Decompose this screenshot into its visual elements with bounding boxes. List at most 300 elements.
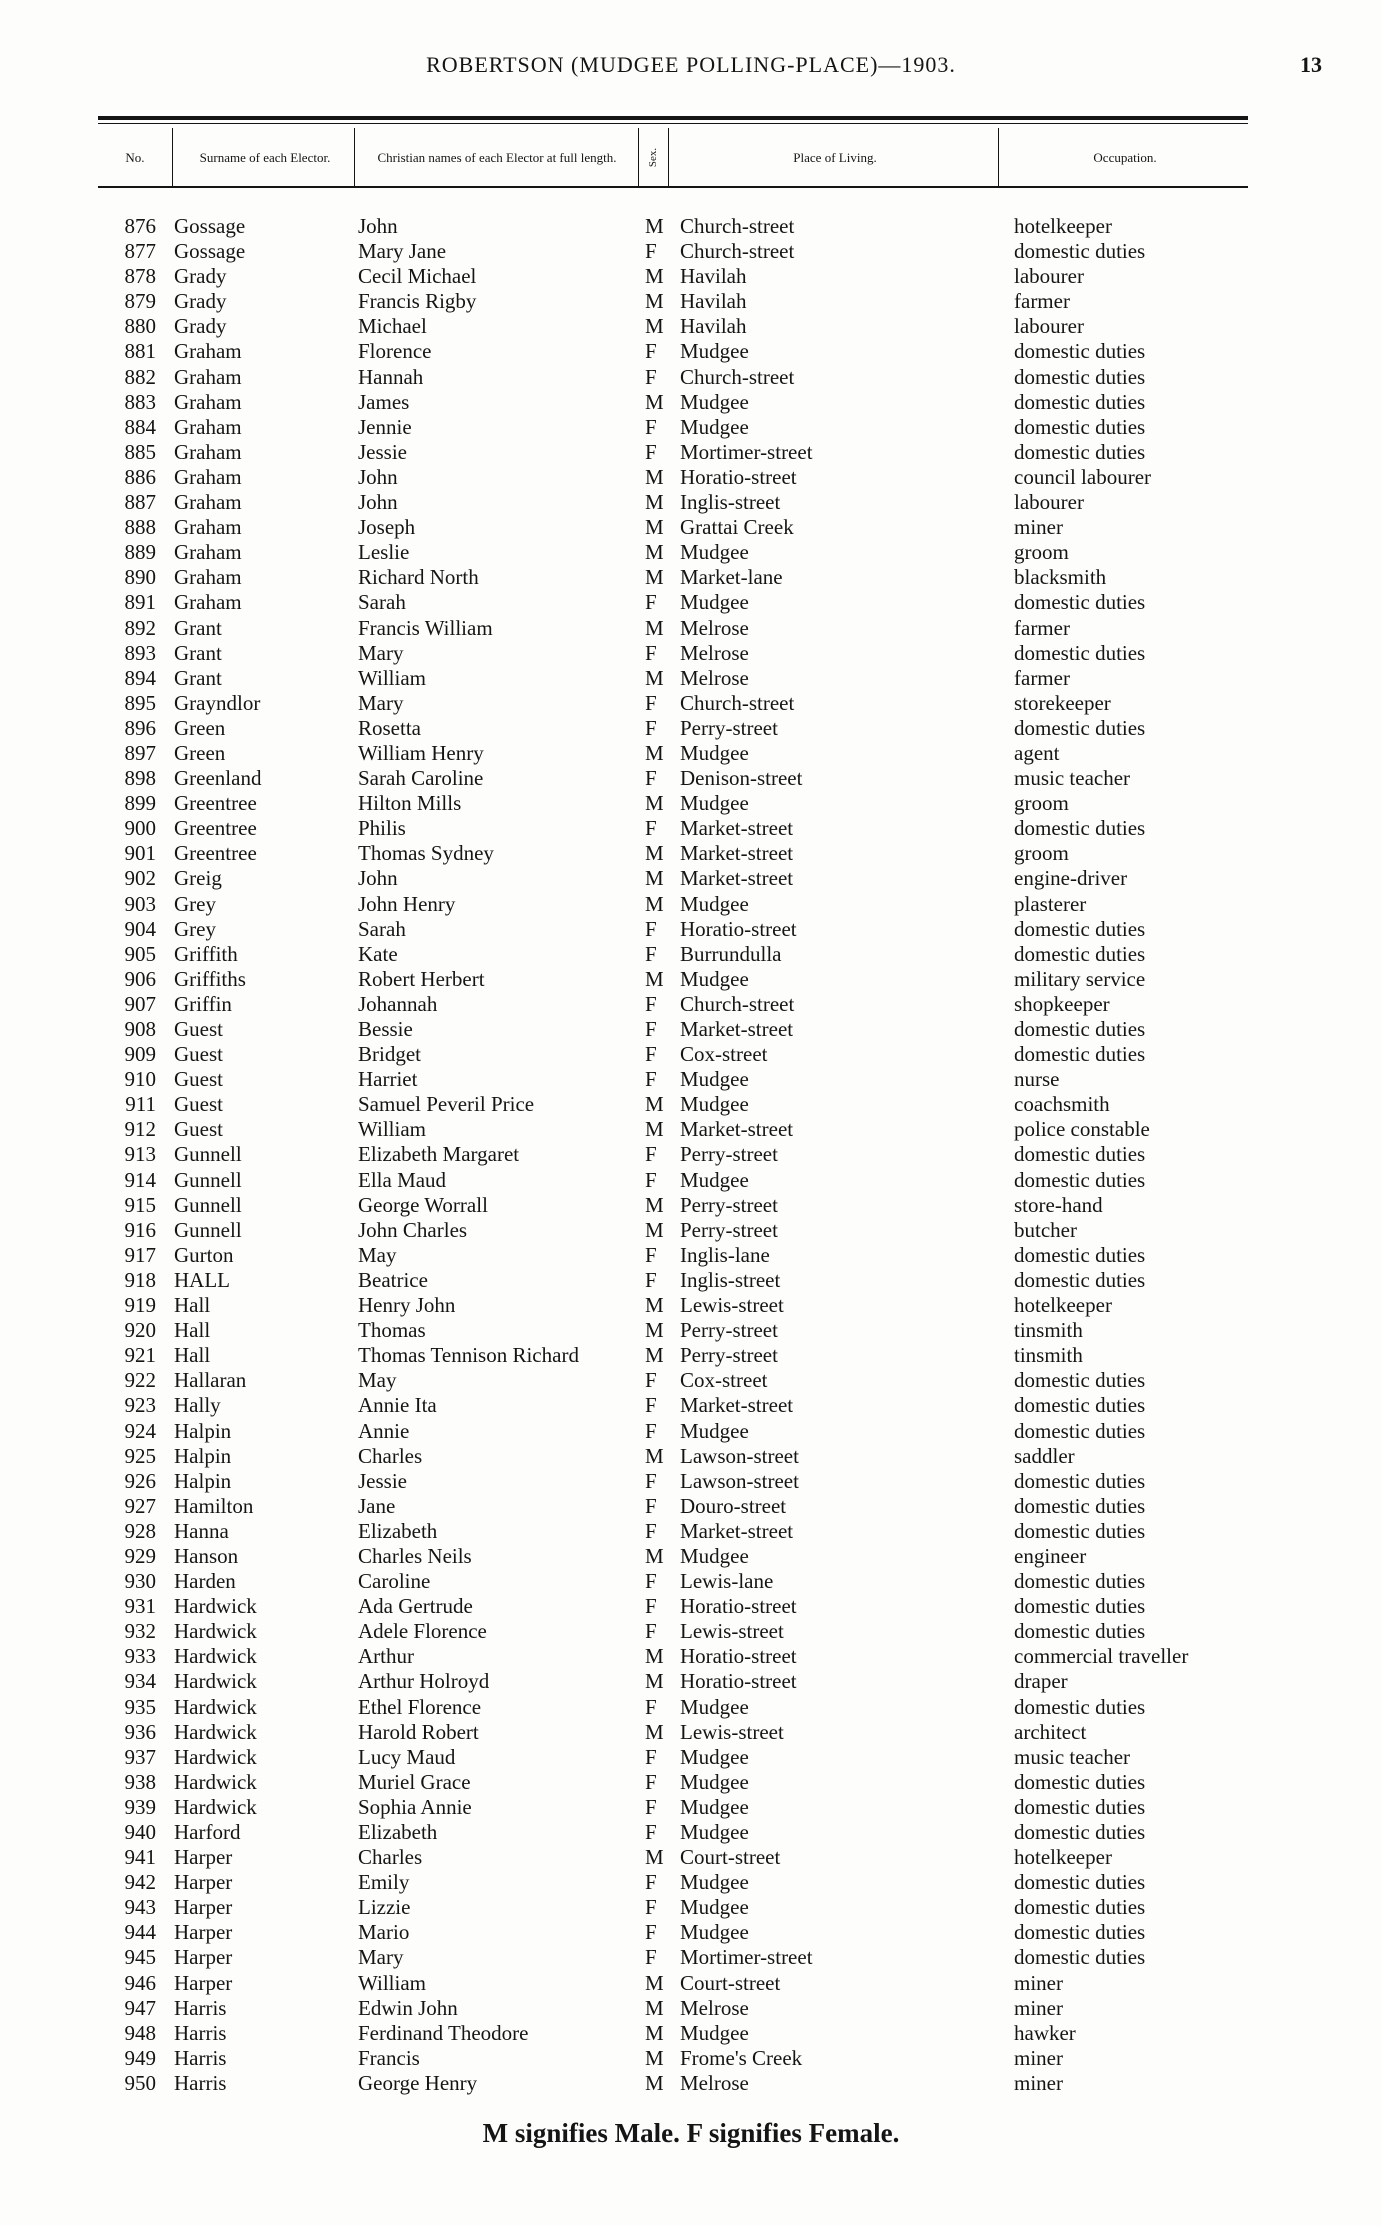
elector-sex: F <box>645 1794 657 1819</box>
elector-christian-names: Thomas Tennison Richard <box>358 1343 579 1368</box>
elector-surname: Gossage <box>174 214 246 238</box>
elector-number: 894 <box>124 665 156 690</box>
elector-sex: M <box>645 615 664 640</box>
elector-christian-names: John Charles <box>358 1217 468 1242</box>
elector-sex: M <box>645 1970 664 1995</box>
table-row <box>0 1569 1382 1594</box>
elector-number: 941 <box>124 1845 156 1870</box>
elector-christian-names: Adele Florence <box>358 1619 487 1644</box>
table-row <box>0 515 1382 540</box>
table-row <box>0 716 1382 741</box>
elector-surname: Hanna <box>174 1518 229 1543</box>
elector-place-of-living: Mudgee <box>680 1092 749 1117</box>
table-row <box>0 1168 1382 1193</box>
elector-occupation: domestic duties <box>1014 1493 1146 1518</box>
elector-sex: M <box>645 1092 664 1117</box>
elector-sex: M <box>645 1845 664 1870</box>
elector-surname: Guest <box>174 1042 223 1067</box>
elector-surname: Hardwick <box>174 1644 257 1669</box>
elector-surname: Guest <box>174 1017 223 1041</box>
elector-sex: F <box>645 1920 657 1945</box>
elector-place-of-living: Mudgee <box>680 966 749 991</box>
elector-christian-names: Cecil Michael <box>358 264 477 289</box>
elector-number: 940 <box>124 1820 156 1844</box>
elector-christian-names: Sophia Annie <box>358 1794 472 1819</box>
sex-legend: M signifies Male. F signifies Female. <box>482 2118 900 2148</box>
table-row <box>0 1945 1382 1970</box>
elector-place-of-living: Mudgee <box>680 1820 749 1844</box>
elector-occupation: domestic duties <box>1014 439 1146 464</box>
elector-surname: Graham <box>174 490 242 515</box>
elector-christian-names: George Worrall <box>358 1192 488 1217</box>
elector-sex: M <box>645 389 664 414</box>
elector-place-of-living: Mudgee <box>680 740 749 765</box>
elector-number: 939 <box>124 1794 156 1819</box>
elector-place-of-living: Burrundulla <box>680 941 782 966</box>
elector-surname: Greentree <box>174 791 257 816</box>
elector-surname: Harper <box>174 1845 233 1870</box>
elector-surname: Griffin <box>174 991 232 1016</box>
elector-sex: F <box>645 1769 657 1794</box>
elector-place-of-living: Market-lane <box>680 565 783 590</box>
elector-number: 891 <box>124 590 156 615</box>
elector-christian-names: Jane <box>358 1493 396 1518</box>
elector-occupation: engineer <box>1014 1543 1087 1568</box>
elector-surname: Hall <box>174 1318 211 1343</box>
elector-sex: F <box>645 1744 657 1769</box>
elector-occupation: domestic duties <box>1014 715 1146 740</box>
elector-surname: Griffiths <box>174 966 246 991</box>
elector-place-of-living: Mudgee <box>680 1794 749 1819</box>
elector-surname: Hamilton <box>174 1493 254 1518</box>
elector-christian-names: Harriet <box>358 1067 418 1092</box>
elector-place-of-living: Mudgee <box>680 1543 749 1568</box>
table-row <box>0 1042 1382 1067</box>
elector-occupation: architect <box>1014 1719 1087 1744</box>
elector-christian-names: Edwin John <box>358 1995 458 2020</box>
elector-number: 883 <box>124 389 156 414</box>
elector-place-of-living: Lewis-lane <box>680 1569 774 1594</box>
elector-surname: Graham <box>174 464 242 489</box>
elector-christian-names: Ella Maud <box>358 1167 447 1192</box>
elector-place-of-living: Mudgee <box>680 590 749 615</box>
elector-sex: M <box>645 791 664 816</box>
elector-surname: Harris <box>174 1995 227 2020</box>
elector-surname: Graham <box>174 439 242 464</box>
elector-christian-names: John <box>358 866 398 891</box>
elector-occupation: tinsmith <box>1014 1343 1083 1368</box>
elector-surname: Graham <box>174 364 242 389</box>
elector-surname: Greenland <box>174 766 262 791</box>
elector-sex: F <box>645 1017 657 1041</box>
elector-sex: F <box>645 239 657 264</box>
elector-number: 878 <box>124 264 156 289</box>
elector-sex: F <box>645 766 657 791</box>
elector-surname: Graham <box>174 540 242 565</box>
elector-place-of-living: Inglis-street <box>680 1267 781 1292</box>
elector-christian-names: Mary <box>358 690 404 715</box>
elector-christian-names: Charles <box>358 1443 423 1468</box>
elector-christian-names: Johannah <box>358 991 438 1016</box>
elector-sex: M <box>645 214 664 238</box>
elector-place-of-living: Inglis-lane <box>680 1242 770 1267</box>
elector-occupation: domestic duties <box>1014 1619 1146 1644</box>
elector-number: 882 <box>124 364 156 389</box>
elector-number: 914 <box>124 1167 156 1192</box>
elector-christian-names: Richard North <box>358 565 479 590</box>
elector-surname: HALL <box>174 1267 230 1292</box>
elector-occupation: domestic duties <box>1014 640 1146 665</box>
table-row <box>0 1895 1382 1920</box>
table-row <box>0 1494 1382 1519</box>
elector-surname: Harris <box>174 2045 227 2070</box>
elector-occupation: military service <box>1014 966 1146 991</box>
elector-occupation: hotelkeeper <box>1014 214 1112 238</box>
column-header-place: Place of Living. <box>793 149 877 165</box>
elector-christian-names: Bessie <box>358 1017 413 1041</box>
column-divider <box>354 128 355 186</box>
elector-sex: M <box>645 464 664 489</box>
table-row <box>0 2046 1382 2071</box>
table-row <box>0 1594 1382 1619</box>
elector-sex: M <box>645 1217 664 1242</box>
table-row <box>0 1544 1382 1569</box>
elector-number: 918 <box>124 1267 156 1292</box>
elector-place-of-living: Melrose <box>680 2070 749 2095</box>
elector-number: 922 <box>124 1368 156 1393</box>
elector-sex: M <box>645 565 664 590</box>
elector-occupation: music teacher <box>1014 766 1131 791</box>
elector-surname: Grey <box>174 916 216 941</box>
elector-place-of-living: Market-street <box>680 1117 794 1142</box>
elector-christian-names: John <box>358 490 398 515</box>
elector-surname: Halpin <box>174 1418 232 1443</box>
elector-sex: F <box>645 364 657 389</box>
table-row <box>0 415 1382 440</box>
elector-place-of-living: Mortimer-street <box>680 439 813 464</box>
elector-sex: M <box>645 966 664 991</box>
elector-place-of-living: Horatio-street <box>680 464 797 489</box>
elector-number: 879 <box>124 289 156 314</box>
elector-occupation: coachsmith <box>1014 1092 1110 1117</box>
elector-sex: F <box>645 1267 657 1292</box>
elector-sex: M <box>645 1318 664 1343</box>
elector-number: 942 <box>124 1870 156 1895</box>
elector-occupation: saddler <box>1014 1443 1075 1468</box>
elector-christian-names: Harold Robert <box>358 1719 479 1744</box>
elector-number: 937 <box>124 1744 156 1769</box>
elector-surname: Grayndlor <box>174 690 261 715</box>
elector-number: 887 <box>124 490 156 515</box>
elector-christian-names: Henry John <box>358 1293 456 1318</box>
elector-sex: M <box>645 2045 664 2070</box>
elector-christian-names: Jennie <box>358 414 412 439</box>
elector-christian-names: Philis <box>358 816 406 841</box>
elector-christian-names: Hilton Mills <box>358 791 462 816</box>
elector-sex: F <box>645 816 657 841</box>
elector-place-of-living: Perry-street <box>680 1343 778 1368</box>
table-row <box>0 641 1382 666</box>
elector-sex: M <box>645 1669 664 1694</box>
elector-sex: M <box>645 2020 664 2045</box>
elector-number: 931 <box>124 1594 156 1619</box>
elector-surname: Hallaran <box>174 1368 247 1393</box>
table-row <box>0 1393 1382 1418</box>
elector-surname: Grady <box>174 314 227 339</box>
elector-occupation: labourer <box>1014 264 1084 289</box>
elector-surname: Grey <box>174 891 216 916</box>
table-row <box>0 892 1382 917</box>
elector-sex: F <box>645 916 657 941</box>
elector-surname: Gunnell <box>174 1167 242 1192</box>
elector-sex: F <box>645 1468 657 1493</box>
elector-christian-names: Joseph <box>358 515 416 540</box>
elector-christian-names: Florence <box>358 339 432 364</box>
elector-number: 909 <box>124 1042 156 1067</box>
elector-sex: F <box>645 1142 657 1167</box>
elector-occupation: hawker <box>1014 2020 1076 2045</box>
elector-place-of-living: Market-street <box>680 816 794 841</box>
elector-sex: F <box>645 439 657 464</box>
table-row <box>0 942 1382 967</box>
elector-place-of-living: Perry-street <box>680 1192 778 1217</box>
elector-christian-names: Francis <box>358 2045 420 2070</box>
elector-christian-names: Hannah <box>358 364 424 389</box>
elector-christian-names: William <box>358 1970 426 1995</box>
elector-sex: F <box>645 1945 657 1970</box>
elector-place-of-living: Havilah <box>680 264 747 289</box>
elector-christian-names: Mary <box>358 640 404 665</box>
elector-occupation: domestic duties <box>1014 1820 1146 1844</box>
elector-surname: Guest <box>174 1067 223 1092</box>
elector-christian-names: Bridget <box>358 1042 421 1067</box>
elector-christian-names: Arthur Holroyd <box>358 1669 490 1694</box>
elector-christian-names: Ferdinand Theodore <box>358 2020 529 2045</box>
elector-sex: F <box>645 590 657 615</box>
elector-number: 880 <box>124 314 156 339</box>
elector-place-of-living: Melrose <box>680 665 749 690</box>
elector-place-of-living: Lewis-street <box>680 1719 784 1744</box>
elector-occupation: domestic duties <box>1014 239 1146 264</box>
table-row <box>0 2021 1382 2046</box>
elector-occupation: domestic duties <box>1014 1142 1146 1167</box>
table-row <box>0 766 1382 791</box>
elector-christian-names: George Henry <box>358 2070 478 2095</box>
table-row <box>0 1017 1382 1042</box>
elector-place-of-living: Court-street <box>680 1970 781 1995</box>
table-row <box>0 2071 1382 2096</box>
table-row <box>0 1669 1382 1694</box>
elector-number: 908 <box>124 1017 156 1041</box>
elector-sex: F <box>645 1167 657 1192</box>
elector-occupation: hotelkeeper <box>1014 1293 1112 1318</box>
elector-place-of-living: Mudgee <box>680 389 749 414</box>
elector-occupation: groom <box>1014 791 1069 816</box>
table-row <box>0 1268 1382 1293</box>
elector-sex: M <box>645 540 664 565</box>
elector-christian-names: Thomas <box>358 1318 426 1343</box>
elector-number: 924 <box>124 1418 156 1443</box>
elector-place-of-living: Mudgee <box>680 891 749 916</box>
elector-place-of-living: Lewis-street <box>680 1293 784 1318</box>
elector-place-of-living: Church-street <box>680 214 795 238</box>
elector-surname: Gurton <box>174 1242 234 1267</box>
column-divider <box>172 128 173 186</box>
table-row <box>0 992 1382 1017</box>
elector-surname: Hardwick <box>174 1744 257 1769</box>
elector-surname: Gunnell <box>174 1192 242 1217</box>
elector-christian-names: Leslie <box>358 540 410 565</box>
table-row <box>0 1745 1382 1770</box>
elector-surname: Harden <box>174 1569 236 1594</box>
elector-place-of-living: Court-street <box>680 1845 781 1870</box>
elector-sex: M <box>645 1995 664 2020</box>
elector-place-of-living: Mudgee <box>680 1694 749 1719</box>
table-row <box>0 791 1382 816</box>
elector-occupation: farmer <box>1014 289 1070 314</box>
elector-christian-names: Sarah Caroline <box>358 766 484 791</box>
table-row <box>0 1444 1382 1469</box>
table-row <box>0 1117 1382 1142</box>
elector-number: 933 <box>124 1644 156 1669</box>
elector-surname: Green <box>174 740 226 765</box>
elector-occupation: groom <box>1014 841 1069 866</box>
elector-surname: Harris <box>174 2070 227 2095</box>
elector-number: 949 <box>124 2045 156 2070</box>
elector-number: 876 <box>124 214 156 238</box>
elector-christian-names: John <box>358 464 398 489</box>
elector-surname: Gunnell <box>174 1142 242 1167</box>
elector-sex: M <box>645 891 664 916</box>
elector-sex: M <box>645 2070 664 2095</box>
elector-number: 913 <box>124 1142 156 1167</box>
column-divider <box>638 128 639 186</box>
elector-number: 907 <box>124 991 156 1016</box>
elector-occupation: miner <box>1014 2045 1063 2070</box>
elector-occupation: tinsmith <box>1014 1318 1083 1343</box>
elector-occupation: storekeeper <box>1014 690 1111 715</box>
elector-sex: F <box>645 414 657 439</box>
elector-number: 898 <box>124 766 156 791</box>
elector-number: 911 <box>125 1092 156 1117</box>
elector-christian-names: Michael <box>358 314 427 339</box>
elector-sex: M <box>645 490 664 515</box>
elector-surname: Hardwick <box>174 1694 257 1719</box>
elector-place-of-living: Mudgee <box>680 339 749 364</box>
elector-occupation: domestic duties <box>1014 1870 1146 1895</box>
elector-sex: F <box>645 1694 657 1719</box>
elector-occupation: music teacher <box>1014 1744 1131 1769</box>
elector-surname: Hardwick <box>174 1794 257 1819</box>
table-row <box>0 1092 1382 1117</box>
elector-place-of-living: Mudgee <box>680 1418 749 1443</box>
elector-place-of-living: Mudgee <box>680 1895 749 1920</box>
elector-place-of-living: Mudgee <box>680 1870 749 1895</box>
table-row <box>0 365 1382 390</box>
elector-number: 901 <box>124 841 156 866</box>
table-row <box>0 816 1382 841</box>
elector-surname: Harper <box>174 1970 233 1995</box>
elector-place-of-living: Frome's Creek <box>680 2045 803 2070</box>
elector-occupation: police constable <box>1014 1117 1150 1142</box>
elector-surname: Hardwick <box>174 1669 257 1694</box>
elector-surname: Grady <box>174 289 227 314</box>
elector-sex: F <box>645 690 657 715</box>
elector-occupation: domestic duties <box>1014 1167 1146 1192</box>
elector-occupation: domestic duties <box>1014 1017 1146 1041</box>
table-row <box>0 440 1382 465</box>
table-row <box>0 917 1382 942</box>
elector-occupation: draper <box>1014 1669 1068 1694</box>
elector-sex: F <box>645 715 657 740</box>
table-row <box>0 339 1382 364</box>
elector-christian-names: Charles Neils <box>358 1543 472 1568</box>
elector-number: 945 <box>124 1945 156 1970</box>
elector-christian-names: Muriel Grace <box>358 1769 471 1794</box>
elector-christian-names: Charles <box>358 1845 423 1870</box>
elector-surname: Hall <box>174 1343 211 1368</box>
elector-number: 950 <box>124 2070 156 2095</box>
elector-surname: Grady <box>174 264 227 289</box>
table-row <box>0 264 1382 289</box>
elector-occupation: plasterer <box>1014 891 1087 916</box>
elector-surname: Harper <box>174 1920 233 1945</box>
elector-sex: M <box>645 1644 664 1669</box>
elector-place-of-living: Mudgee <box>680 2020 749 2045</box>
elector-occupation: farmer <box>1014 615 1070 640</box>
table-row <box>0 490 1382 515</box>
elector-surname: Guest <box>174 1092 223 1117</box>
elector-surname: Hally <box>174 1393 221 1418</box>
elector-surname: Greentree <box>174 816 257 841</box>
elector-surname: Graham <box>174 590 242 615</box>
table-row <box>0 1971 1382 1996</box>
table-row <box>0 540 1382 565</box>
table-row <box>0 1519 1382 1544</box>
elector-place-of-living: Mudgee <box>680 1067 749 1092</box>
elector-occupation: groom <box>1014 540 1069 565</box>
elector-place-of-living: Cox-street <box>680 1368 768 1393</box>
elector-christian-names: Beatrice <box>358 1267 428 1292</box>
elector-number: 928 <box>124 1518 156 1543</box>
table-row <box>0 314 1382 339</box>
elector-sex: F <box>645 1619 657 1644</box>
elector-occupation: domestic duties <box>1014 941 1146 966</box>
elector-place-of-living: Market-street <box>680 1017 794 1041</box>
elector-sex: F <box>645 1042 657 1067</box>
elector-number: 938 <box>124 1769 156 1794</box>
elector-place-of-living: Market-street <box>680 1393 794 1418</box>
table-row <box>0 239 1382 264</box>
elector-sex: M <box>645 1293 664 1318</box>
table-row <box>0 1845 1382 1870</box>
elector-number: 912 <box>124 1117 156 1142</box>
elector-number: 910 <box>124 1067 156 1092</box>
elector-sex: F <box>645 339 657 364</box>
column-divider <box>998 128 999 186</box>
elector-place-of-living: Mudgee <box>680 1769 749 1794</box>
elector-number: 900 <box>124 816 156 841</box>
elector-surname: Harper <box>174 1895 233 1920</box>
table-row <box>0 390 1382 415</box>
elector-occupation: miner <box>1014 1995 1063 2020</box>
table-row <box>0 1318 1382 1343</box>
page-title: ROBERTSON (MUDGEE POLLING-PLACE)—1903. <box>426 52 956 77</box>
elector-christian-names: Mary Jane <box>358 239 447 264</box>
elector-number: 877 <box>124 239 156 264</box>
elector-christian-names: Samuel Peveril Price <box>358 1092 535 1117</box>
elector-sex: F <box>645 1820 657 1844</box>
